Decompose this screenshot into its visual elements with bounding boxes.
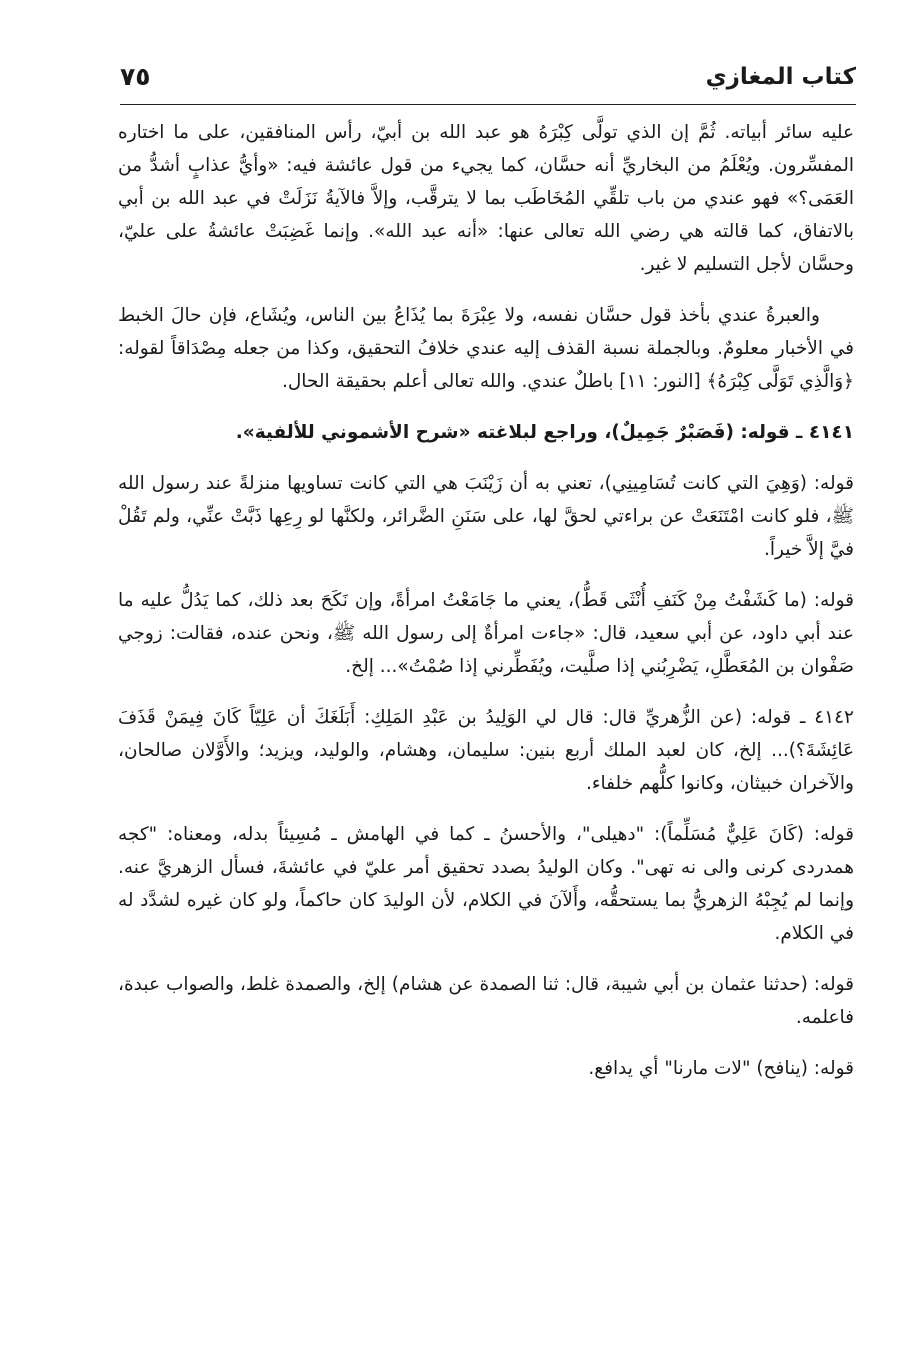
paragraph-9: قوله: (ينافح) "لات مارنا" أي يدافع. — [588, 1058, 854, 1079]
paragraph-2: والعبرةُ عندي بأخذ قول حسَّان نفسه، ولا عِبْرَةَ بما يُذَاعُ بين الناس، ويُشَاع، فإن حالَ الخبط في الأخبار معلومٌ. وبالجملة نسبة القذف إليه عندي خلافُ التحقيق، وكذا من جعله مِصْدَاقاً لقوله: ﴿وَالَّذِي تَوَلَّى كِبْرَهُ﴾ [النور: ١١] باطلٌ عندي. والله تعالى أعلم بحقيقة الحال. — [118, 305, 854, 392]
paragraph-8: قوله: (حدثنا عثمان بن أبي شيبة، قال: ثنا الصمدة عن هشام) إلخ، والصمدة غلط، والصواب عبدة، فاعلمه. — [118, 974, 854, 1028]
paragraph-3-hadith-4141: ٤١٤١ ـ قوله: (فَصَبْرٌ جَمِيلٌ)، وراجع لبلاغته «شرح الأشموني للألفية». — [235, 422, 854, 443]
paragraph-5: قوله: (ما كَشَفْتُ مِنْ كَنَفِ أُنْثَى قَطُّ)، يعني ما جَامَعْتُ امرأةً، وإن نَكَحَ بعد ذلك، كما يَدُلُّ عليه ما عند أبي داود، عن أبي سعيد، قال: «جاءت امرأةٌ إلى رسول الله ﷺ، ونحن عنده، فقالت: زوجي صَفْوان بن المُعَطَّلِ، يَضْرِبُني إذا صلَّيت، ويُفَطِّرني إذا صُمْتُ»... إلخ. — [118, 590, 854, 677]
page-number: ٧٥ — [120, 62, 151, 91]
paragraph-4: قوله: (وَهِيَ التي كانت تُسَامِينِي)، تعني به أن زَيْنَبَ هي التي كانت تساويها منزلةً عند رسول الله ﷺ، فلو كانت امْتَنَعَتْ عن براءتي لحقَّ لها، على سَنَنِ الضَّرائر، ولكنَّها لو رِعِها ذَبَّتْ عنِّي، ولم تَقُلْ فيَّ إلاَّ خيراً. — [118, 473, 854, 560]
page-body — [118, 116, 854, 1103]
page-header — [120, 58, 856, 105]
paragraph-7: قوله: (كَانَ عَلِيٌّ مُسَلِّماً): "دهيلى"، والأحسنُ ـ كما في الهامش ـ مُسِيئاً بدله، ومعناه: "كجه همدردى كرنى والى نه تهى". وكان الوليدُ بصدد تحقيق أمر عليّ في عائشةَ، فسأل الزهريَّ عنه. وإنما لم يُجِبْهُ الزهريُّ بما يستحقُّه، وأَلآنَ في الكلام، لأن الوليدَ كان حاكماً، ولو كان غيره لشدَّد له في الكلام. — [118, 824, 854, 944]
paragraph-6-hadith-4142: ٤١٤٢ ـ قوله: (عن الزُّهريِّ قال: قال لي الوَلِيدُ بن عَبْدِ المَلِكِ: أَبَلَغَكَ أن عَلِيّاً كَانَ فِيمَنْ قَذَفَ عَائِشَةَ؟)... إلخ، كان لعبد الملك أربع بنين: سليمان، وهشام، والوليد، ويزيد؛ والأَوَّلان صالحان، والآخران خبيثان، وكانوا كلُّهم خلفاء. — [118, 707, 854, 794]
paragraph-1: عليه سائر أبياته. ثُمَّ إن الذي تولَّى كِبْرَهُ هو عبد الله بن أبيّ، رأس المنافقين، على ما اختاره المفسِّرون. ويُعْلَمُ من البخاريِّ أنه حسَّان، كما يجيء من قول عائشة فيه: «وأيُّ عذابٍ أشدُّ من العَمَى؟» فهو عندي من باب تلقِّي المُخَاطَب بما لا يترقَّب، وإلاَّ فالآيةُ نَزَلَتْ في عبد الله بن أبي بالاتفاق، كما قالته هي رضي الله تعالى عنها: «أنه عبد الله». وإنما غَضِبَتْ عائشةُ على عليّ، وحسَّان لأجل التسليم لا غير. — [118, 122, 854, 275]
running-title: كتاب المغازي — [705, 64, 856, 90]
